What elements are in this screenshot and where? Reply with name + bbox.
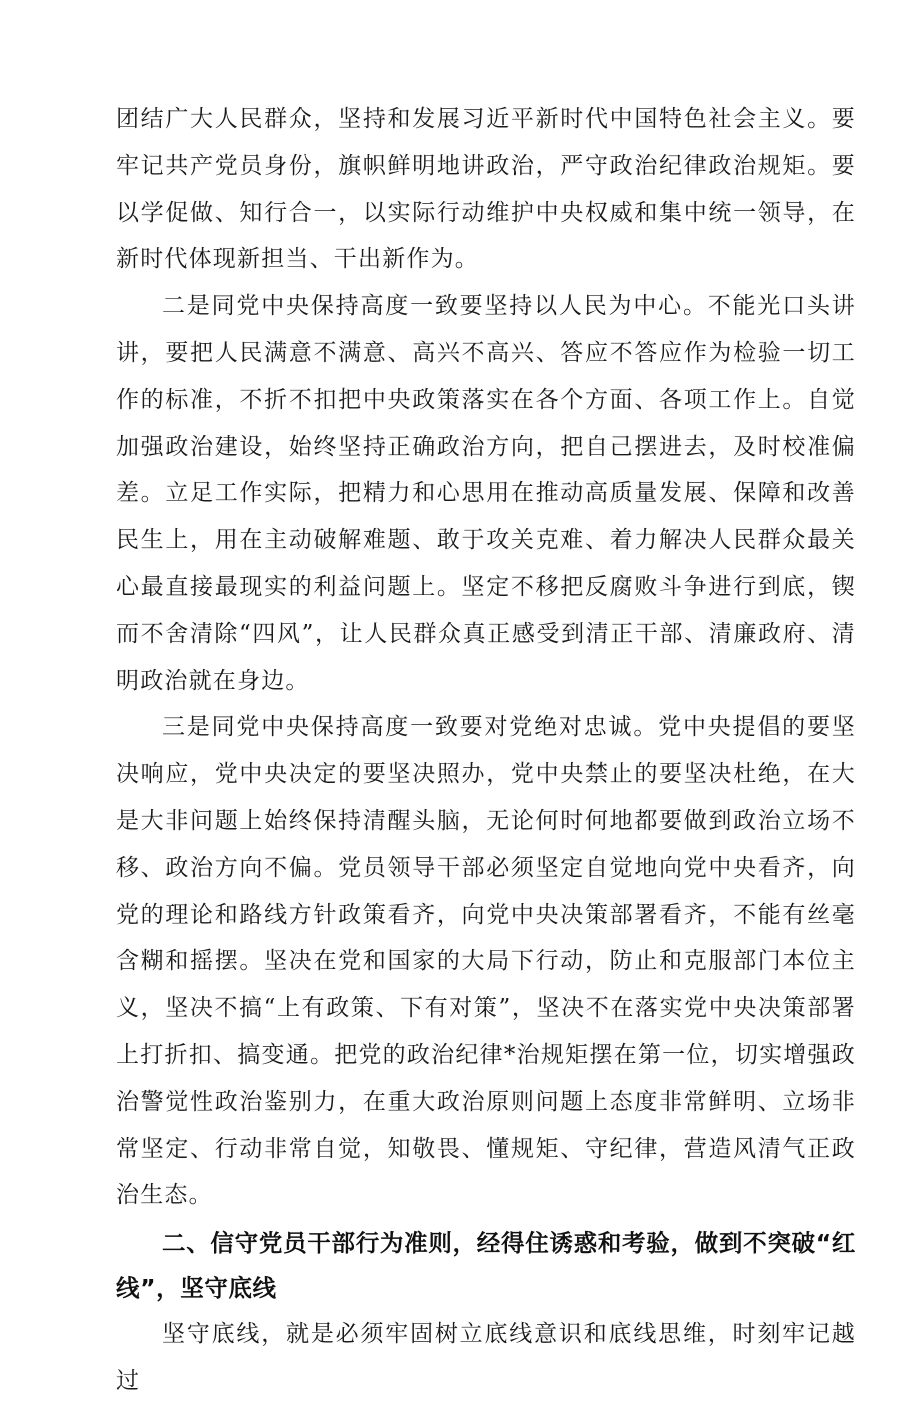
paragraph-continued: 团结广大人民群众，坚持和发展习近平新时代中国特色社会主义。要牢记共产党员身份，旗帜鲜明地讲政治，严守政治纪律政治规矩。要以学促做、知行合一，以实际行动维护中央权威和集中统一领导，在新时代体现新担当、干出新作为。 bbox=[116, 106, 856, 273]
section-heading: 二、信守党员干部行为准则，经得住诱惑和考验，做到不突破“红线”，坚守底线 bbox=[116, 1229, 856, 1303]
paragraph-third-point: 三是同党中央保持高度一致要对党绝对忠诚。党中央提倡的要坚决响应，党中央决定的要坚决照办，党中央禁止的要坚决杜绝，在大是大非问题上始终保持清醒头脑，无论何时何地都要做到政治立场不移、政治方向不偏。党员领导干部必须坚定自觉地向党中央看齐，向党的理论和路线方针政策看齐，向党中央决策部署看齐，不能有丝毫含糊和摇摆。坚决在党和国家的大局下行动，防止和克服部门本位主义，坚决不搞“上有政策、下有对策”，坚决不在落实党中央决策部署上打折扣、搞变通。把党的政治纪律*治规矩摆在第一位，切实增强政治警觉性政治鉴别力，在重大政治原则问题上态度非常鲜明、立场非常坚定、行动非常自觉，知敬畏、懂规矩、守纪律，营造风清气正政治生态。 bbox=[116, 714, 856, 1209]
paragraph-last: 坚守底线，就是必须牢固树立底线意识和底线思维，时刻牢记越过 bbox=[116, 1321, 856, 1394]
document-page bbox=[116, 96, 856, 1405]
paragraph-second-point: 二是同党中央保持高度一致要坚持以人民为中心。不能光口头讲讲，要把人民满意不满意、高兴不高兴、答应不答应作为检验一切工作的标准，不折不扣把中央政策落实在各个方面、各项工作上。自觉加强政治建设，始终坚持正确政治方向，把自己摆进去，及时校准偏差。立足工作实际，把精力和心思用在推动高质量发展、保障和改善民生上，用在主动破解难题、敢于攻关克难、着力解决人民群众最关心最直接最现实的利益问题上。坚定不移把反腐败斗争进行到底，锲而不舍清除“四风”，让人民群众真正感受到清正干部、清廉政府、清明政治就在身边。 bbox=[116, 293, 856, 694]
